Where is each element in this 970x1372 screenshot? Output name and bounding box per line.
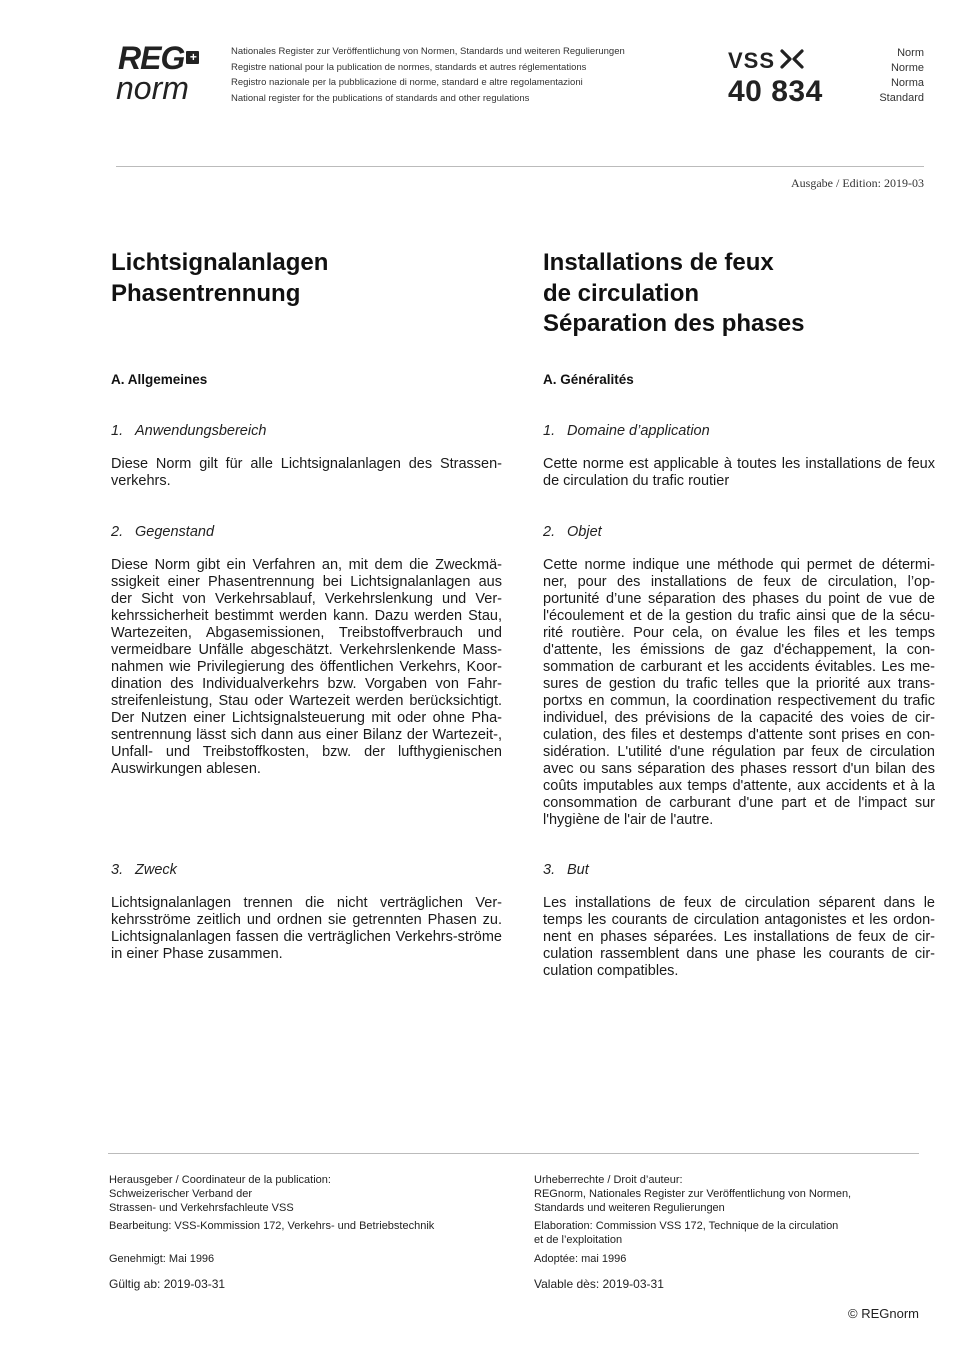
copyright-notice: © REGnorm bbox=[848, 1306, 919, 1321]
subheading-anwendungsbereich bbox=[111, 423, 502, 439]
paragraph-zweck: Lichtsignalanlagen trennen die nicht verträglichen Ver-kehrsströme zeitlich und ordnen sie getrennten Phasen zu. Lichtsignalanlagen fassen die verträglichen Verkehrs-ströme in einer Phase zusammen. bbox=[111, 895, 502, 962]
paragraph-but: Les installations de feux de circulation séparent dans le temps les courants de circulation antagonistes et les ordon-nent en phases séparées. Les installations de feux de cir-culation rassemblent dans une phase les courants de cir-culation compatibles. bbox=[543, 895, 935, 979]
register-line-fr: Registre national pour la publication de normes, standards et autres réglementations bbox=[231, 61, 587, 73]
norm-word-it: Norma bbox=[890, 77, 924, 89]
subheading-zweck bbox=[111, 862, 502, 878]
regnorm-logo-norm: norm bbox=[116, 70, 189, 106]
footer-line: Schweizerischer Verband der bbox=[109, 1187, 253, 1200]
standard-number: 40 834 bbox=[728, 75, 823, 108]
vss-logo-text: VSS bbox=[728, 48, 776, 73]
footer-line: Elaboration: Commission VSS 172, Technique de la circulation bbox=[534, 1220, 839, 1232]
subheading-number: 2. bbox=[111, 524, 124, 540]
paragraph-domaine: Cette norme est applicable à toutes les installations de feux de circulation du trafic routier bbox=[543, 456, 935, 489]
norm-word-de: Norm bbox=[897, 47, 924, 59]
norm-word-en: Standard bbox=[879, 92, 924, 104]
subheading-number: 3. bbox=[543, 862, 556, 878]
edition-label: Ausgabe / Edition: 2019-03 bbox=[791, 176, 924, 190]
register-line-de: Nationales Register zur Veröffentlichung von Normen, Standards und weiteren Regulierungen bbox=[231, 46, 625, 57]
subheading-label: Domaine d’application bbox=[567, 423, 710, 439]
subheading-label: Objet bbox=[567, 524, 602, 540]
footer-divider bbox=[108, 1153, 919, 1154]
footer-line: Urheberrechte / Droit d’auteur: bbox=[534, 1174, 683, 1186]
subheading-number: 3. bbox=[111, 862, 124, 878]
title-german bbox=[111, 248, 502, 309]
register-line-en: National register for the publications of standards and other regulations bbox=[231, 92, 530, 104]
section-heading-allgemeines: A. Allgemeines bbox=[111, 372, 208, 387]
subheading-label: Gegenstand bbox=[135, 524, 215, 540]
footer-line: REGnorm, Nationales Register zur Veröffentlichung von Normen, bbox=[534, 1187, 852, 1200]
register-line-it: Registro nazionale per la pubblicazione di norme, standard e altre regolamentazioni bbox=[231, 77, 583, 88]
subheading-number: 1. bbox=[543, 423, 556, 439]
title-line: Lichtsignalanlagen bbox=[111, 249, 329, 276]
title-line: Phasentrennung bbox=[111, 279, 301, 307]
norm-word-fr: Norme bbox=[890, 62, 924, 74]
footer-elaboration bbox=[534, 1220, 934, 1248]
subheading-number: 1. bbox=[111, 423, 124, 439]
footer-valid-fr: Valable dès: 2019-03-31 bbox=[534, 1277, 664, 1291]
subheading-domaine bbox=[543, 423, 935, 439]
vss-logo bbox=[728, 47, 806, 77]
footer-line: et de l’exploitation bbox=[534, 1233, 623, 1246]
subheading-label: Zweck bbox=[135, 862, 177, 878]
subheading-label: Anwendungsbereich bbox=[135, 423, 267, 439]
subheading-gegenstand bbox=[111, 524, 502, 540]
paragraph-objet: Cette norme indique une méthode qui permet de détermi-ner, pour des installations de feux de circulation, l’op-portunité d’une séparation des phases du point de vue de l'écoulement et de la gestion du trafic ainsi que de la sécu-rité routière. Pour cela, on évalue les files et les temps d'attente, les émissions de gaz d'échappement, la con-sommation de carburant et les accidents évitables. Les me-sures de gestion du trafic telles que la priorité aux trans-portxs en commun, la coordination respectivement du trafic individuel, des prévisions de la capacité des voies de cir-culation, des files et destemps d'attente sont prises en con-sidération. L'utilité d'une régulation par feux de circulation avec ou sans séparation des phases ressort d'un bilan des coûts imputables aux temps d'attente, aux accidents et à la consommation de carburant d'une part et de l'impact sur l'hygiène de l'air de l'autre. bbox=[543, 557, 935, 828]
footer-valid-de: Gültig ab: 2019-03-31 bbox=[109, 1277, 226, 1291]
paragraph-gegenstand: Diese Norm gibt ein Verfahren an, mit dem die Zweckmä-ssigkeit einer Phasentrennung bei Lichtsignalanlagen aus der Sicht von Verkehrsablauf, Verkehrslenkung und Ver-kehrssicherheit bestimmt werden kann. Dazu werden Stau, Wartezeiten, Abgasemissionen, Treibstoffverbrauch und vermeidbare Unfälle abgeschätzt. Verkehrslenkende Mass-nahmen wie Privilegierung des öffentlichen Verkehrs, Koor-dination des Individualverkehrs bzw. Vorgaben von Fahr-streifenleistung, Stau oder Wartezeit werden berücksichtigt. Der Nutzen einer Lichtsignalsteuerung mit oder ohne Pha-sentrennung lässt sich dann aus einer Bilanz der Wartezeit-, Unfall- und Treibstoffkosten, bzw. der lufthygienischen Auswirkungen ablesen. bbox=[111, 557, 502, 777]
title-line: Installations de feux bbox=[543, 249, 774, 276]
header-divider bbox=[116, 166, 924, 167]
subheading-label: But bbox=[567, 862, 589, 878]
title-line: Séparation des phases bbox=[543, 310, 805, 337]
logo-reg-text: REG bbox=[118, 40, 185, 76]
subheading-but bbox=[543, 862, 935, 878]
footer-approved-fr: Adoptée: mai 1996 bbox=[534, 1253, 627, 1265]
section-heading-generalites: A. Généralités bbox=[543, 372, 634, 387]
footer-line: Standards und weiteren Regulierungen bbox=[534, 1201, 725, 1214]
paragraph-anwendungsbereich: Diese Norm gilt für alle Lichtsignalanlagen des Strassen-verkehrs. bbox=[111, 456, 502, 489]
logo-plus-icon: + bbox=[186, 51, 199, 64]
footer-line: Herausgeber / Coordinateur de la publication: bbox=[109, 1174, 331, 1186]
subheading-number: 2. bbox=[543, 524, 556, 540]
footer-line: Strassen- und Verkehrsfachleute VSS bbox=[109, 1201, 294, 1214]
footer-editing: Bearbeitung: VSS-Kommission 172, Verkehrs- und Betriebstechnik bbox=[109, 1220, 435, 1232]
title-french bbox=[543, 248, 935, 340]
subheading-objet bbox=[543, 524, 935, 540]
footer-publisher bbox=[109, 1174, 509, 1215]
footer-copyright-info bbox=[534, 1174, 934, 1215]
vss-arrows-icon bbox=[778, 47, 806, 77]
register-description bbox=[231, 44, 625, 106]
footer-approved-de: Genehmigt: Mai 1996 bbox=[109, 1253, 215, 1265]
title-line: de circulation bbox=[543, 279, 700, 307]
norm-type-labels bbox=[879, 46, 924, 106]
